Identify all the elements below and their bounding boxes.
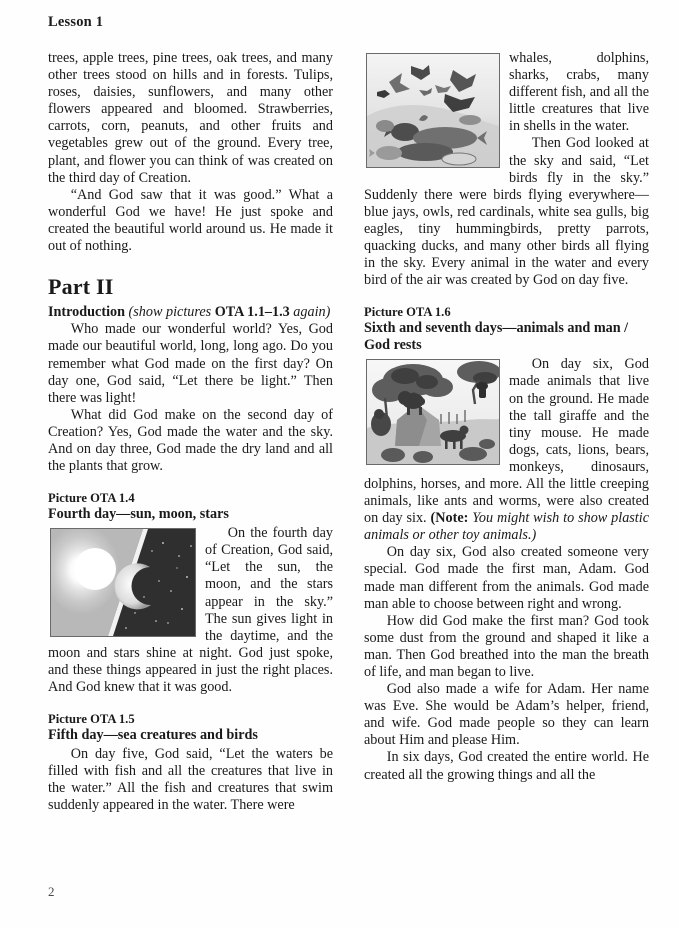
paragraph-whales-dolphins: whales, dolphins, sharks, crabs, many different fish, and all the little creatures that live in shells in the water.	[509, 50, 649, 135]
paragraph-fourth-day-text: On the fourth day of Creation, God said, “Let the sun, the moon, and the stars appear in the sky.” The sun gives light in the daytime, and the moon and stars shine at night. God just spoke, and these things appeared in just the right places. And God knew that it was good.	[48, 525, 333, 695]
left-column	[48, 50, 333, 814]
paragraph-then-god-looked: Then God looked at the sky and said, “Let birds fly in the sky.” Suddenly there were birds flying everywhere—blue jays, owls, red cardinals, white sea gulls, big eagles, tiny hummingbirds, pretty parrots, quacking ducks, and many other birds all flying in the sky. Every animal in the water and every bird of the air was created by God on day five.	[364, 135, 649, 289]
introduction-note-open: (show pictures	[128, 304, 212, 321]
introduction-note-ref: OTA 1.1–1.3	[214, 304, 290, 321]
sea-creatures-image	[367, 54, 499, 167]
introduction-note-close: again)	[293, 304, 331, 321]
part-two-heading: Part II	[48, 274, 114, 300]
paragraph-fifth-day-text: On day five, God said, “Let the waters be filled with fish and all the creatures that live in the water.” All the fish and creatures that swim suddenly appeared in the water. There were	[48, 746, 333, 814]
sun-moon-stars-image	[51, 529, 195, 636]
paragraph-trees: trees, apple trees, pine trees, oak trees, and many other trees stood on hills and in forests. Tulips, roses, daisies, sunflowers, and many other flowers appeared and bloomed. Strawberries, carrots, corn, peanuts, and other fruits and vegetables grew out of the ground. Every tree, plant, and flower you can think of was created on the third day of Creation.	[48, 50, 333, 186]
paragraph-day-six-animals-text: On day six, God made animals that live on the ground. He made the tall giraffe and the tiny mouse. He made dogs, cats, lions, bears, monkeys, dinosaurs, dolphins, horses, and more. All the little creeping animals, like ants and worms, were also created on day six.	[364, 356, 649, 527]
figure-land-animals	[366, 359, 500, 465]
picture-label-ota-1-5: Picture OTA 1.5	[48, 712, 135, 727]
lesson-header: Lesson 1	[48, 14, 104, 30]
heading-sixth-seventh-day	[364, 320, 649, 354]
paragraph-six-days-summary: In six days, God created the entire world. He created all the growing things and all the	[364, 749, 649, 783]
heading-fourth-day: Fourth day—sun, moon, stars	[48, 506, 229, 523]
land-animals-image	[367, 360, 499, 464]
heading-sixth-seventh-line-2: God rests	[364, 337, 422, 354]
paragraph-who-made-world: Who made our wonderful world? Yes, God made our beautiful world, long, long ago. Do you remember what God made on the first day? On day one, God said, “Let there be light.” Then there was light!	[48, 321, 333, 406]
introduction-heading	[48, 304, 333, 321]
paragraph-second-day: What did God make on the second day of Creation? Yes, God made the water and the sky. And on day three, God made the dry land and all the plants that grow.	[48, 406, 333, 475]
note-bold-label: (Note:	[430, 510, 469, 527]
heading-fifth-day: Fifth day—sea creatures and birds	[48, 727, 258, 744]
paragraph-eve-wife: God also made a wife for Adam. Her name was Eve. She would be Adam’s helper, friend, and wife. God made people so they can learn about Him and please Him.	[364, 681, 649, 749]
introduction-label: Introduction	[48, 304, 125, 321]
picture-label-ota-1-4: Picture OTA 1.4	[48, 491, 135, 506]
paragraph-god-saw-good: “And God saw that it was good.” What a wonderful God we have! He just spoke and created the beautiful world around us. He made it out of nothing.	[48, 186, 333, 255]
page-number: 2	[48, 884, 55, 899]
right-column	[364, 50, 649, 784]
figure-sun-moon-stars	[50, 528, 196, 637]
paragraph-adam-created: On day six, God also created someone very special. God made the first man, Adam. God made man different from the animals. God made man able to choose between right and wrong.	[364, 544, 649, 612]
paragraph-dust-from-ground: How did God make the first man? God took some dust from the ground and shaped it like a man. Then God breathed into the man the breath of life, and man began to live.	[364, 612, 649, 680]
picture-label-ota-1-6: Picture OTA 1.6	[364, 305, 451, 320]
note-italic-text: You might wish to show plastic animals or other toy animals.)	[364, 510, 649, 544]
heading-sixth-seventh-line-1: Sixth and seventh days—animals and man /	[364, 320, 629, 337]
figure-sea-creatures-and-birds	[366, 53, 500, 168]
